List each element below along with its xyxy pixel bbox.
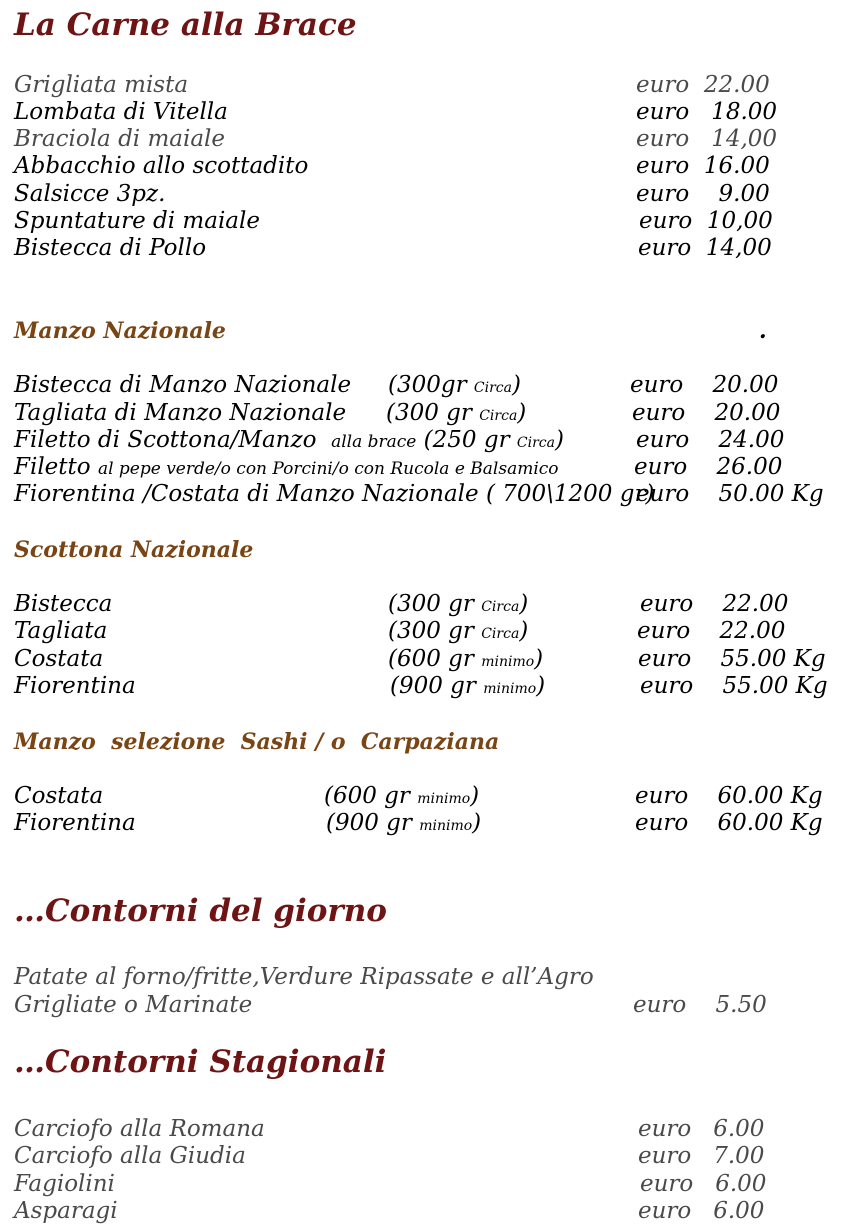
menu-item-price: euro 7.00 (638, 1143, 765, 1169)
menu-item-weight: (300gr Circa) (388, 372, 521, 398)
menu-item-name: Spuntature di maiale (14, 208, 260, 234)
menu-item-name: Grigliata mista (14, 72, 189, 98)
menu-item-price: euro 60.00 Kg (635, 783, 823, 809)
contorni-price: euro 5.50 (633, 992, 767, 1018)
menu-item-weight: (300 gr Circa) (388, 618, 529, 644)
menu-item-name: Fiorentina (14, 810, 136, 836)
menu-item-name: Fagiolini (14, 1171, 115, 1197)
menu-item-name: Braciola di maiale (14, 126, 226, 152)
menu-item-price: euro 9.00 (636, 181, 770, 207)
menu-item-price: euro 6.00 (638, 1116, 765, 1142)
menu-item-name: Bistecca di Manzo Nazionale (14, 372, 352, 398)
menu-item-name: Fiorentina (14, 673, 136, 699)
menu-item-name: Carciofo alla Romana (14, 1116, 265, 1142)
menu-item-name: Fiorentina /Costata di Manzo Nazionale ( 700\1200 gr) (14, 481, 655, 507)
menu-item-name: Asparagi (14, 1198, 118, 1224)
menu-item-name: Tagliata di Manzo Nazionale (14, 400, 347, 426)
menu-item-name: Lombata di Vitella (14, 99, 228, 125)
section-title-contorni-stagionali: …Contorni Stagionali (14, 1044, 387, 1080)
section-title-carne-alla-brace: La Carne alla Brace (14, 7, 357, 43)
menu-item-price: euro 55.00 Kg (638, 646, 826, 672)
menu-item-price: euro 50.00 Kg (636, 481, 824, 507)
menu-item-price: euro 16.00 (636, 153, 770, 179)
menu-item-name: Tagliata (14, 618, 108, 644)
menu-item-name: Abbacchio allo scottadito (14, 153, 309, 179)
menu-item-price: euro 26.00 (634, 454, 783, 480)
menu-item-name: Carciofo alla Giudia (14, 1143, 246, 1169)
menu-item-price: euro 18.00 (636, 99, 778, 125)
menu-item-name: Costata (14, 646, 104, 672)
menu-item-price: euro 6.00 (640, 1171, 767, 1197)
menu-item-name: Filetto al pepe verde/o con Porcini/o con Rucola e Balsamico (14, 454, 559, 480)
menu-item-price: euro 24.00 (636, 427, 785, 453)
menu-item-price: euro 14,00 (636, 126, 778, 152)
menu-item-weight: (300 gr Circa) (388, 591, 529, 617)
menu-item-name: Bistecca di Pollo (14, 235, 207, 261)
menu-item-weight: (600 gr minimo) (388, 646, 544, 672)
menu-item-weight: (600 gr minimo) (324, 783, 480, 809)
menu-item-price: euro 14,00 (638, 235, 772, 261)
menu-item-price: euro 6.00 (638, 1198, 765, 1224)
section-title-dot: . (759, 318, 767, 344)
menu-item-price: euro 22.00 (637, 618, 786, 644)
menu-item-price: euro 22.00 (636, 72, 770, 98)
contorni-description-line-1: Patate al forno/fritte,Verdure Ripassate e all’Agro (14, 964, 594, 990)
section-title-scottona-nazionale: Scottona Nazionale (14, 537, 254, 563)
menu-item-price: euro 22.00 (640, 591, 789, 617)
section-title-contorni-del-giorno: …Contorni del giorno (14, 893, 387, 929)
menu-item-price: euro 10,00 (639, 208, 773, 234)
menu-item-price: euro 20.00 (630, 372, 779, 398)
menu-item-name: Salsicce 3pz. (14, 181, 166, 207)
menu-item-price: euro 55.00 Kg (640, 673, 828, 699)
section-title-manzo-nazionale: Manzo Nazionale (14, 318, 226, 344)
menu-item-weight: (300 gr Circa) (386, 400, 527, 426)
menu-item-price: euro 20.00 (632, 400, 781, 426)
menu-item-name: Bistecca (14, 591, 113, 617)
menu-item-name: Filetto di Scottona/Manzo alla brace (250 gr Circa) (14, 427, 564, 453)
menu-item-name: Costata (14, 783, 104, 809)
menu-item-price: euro 60.00 Kg (635, 810, 823, 836)
section-title-manzo-selezione: Manzo selezione Sashi / o Carpaziana (14, 729, 500, 755)
menu-item-weight: (900 gr minimo) (390, 673, 546, 699)
menu-item-weight: (900 gr minimo) (326, 810, 482, 836)
contorni-description-line-2: Grigliate o Marinate (14, 992, 253, 1018)
